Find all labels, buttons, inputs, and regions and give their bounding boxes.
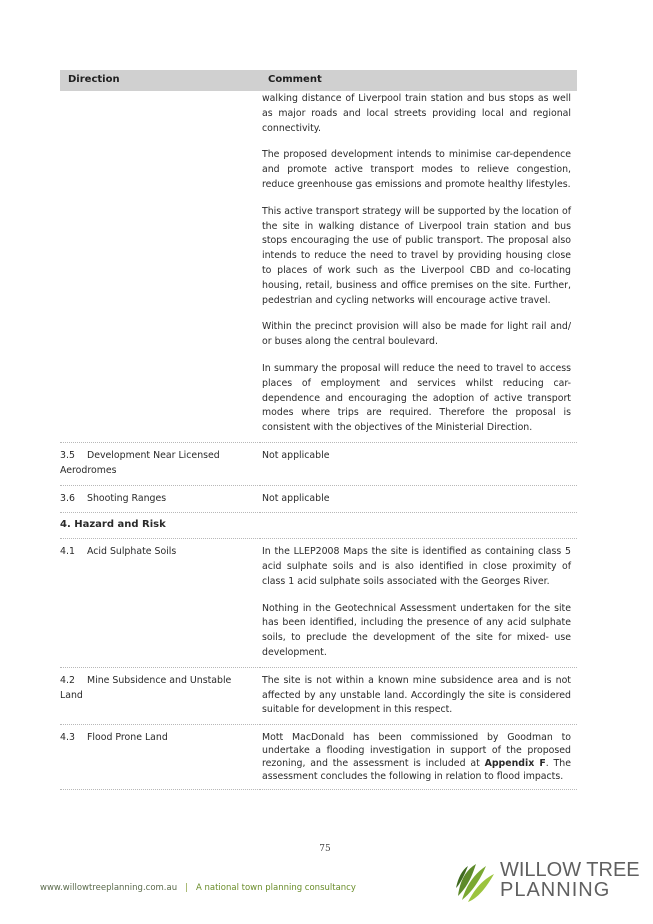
logo-line-2: PLANNING — [500, 879, 611, 901]
comment-paragraph: The proposed development intends to minimise car-dependence and promote active transport modes to relieve congestion, reduce greenhouse gas emissions and promote healthy lifestyles. — [262, 149, 571, 190]
direction-title: Flood Prone Land — [87, 732, 168, 744]
direction-number: 3.5 — [60, 449, 75, 461]
direction-cell — [60, 91, 260, 442]
direction-number: 3.6 — [60, 492, 75, 504]
comment-text: . The assessment concludes the following in relation to flood impacts. — [262, 758, 571, 783]
comment-cell — [260, 539, 577, 668]
comment-column-header: Comment — [260, 70, 577, 91]
table-row — [60, 667, 577, 724]
direction-cell — [60, 485, 260, 513]
page-number: 75 — [319, 844, 331, 854]
direction-title: Acid Sulphate Soils — [87, 546, 177, 558]
comment-paragraph: In the LLEP2008 Maps the site is identified as containing class 5 acid sulphate soils and is also identified in close proximity of class 1 acid sulphate soils associated with the Georges River. — [262, 546, 571, 587]
table-row — [60, 442, 577, 485]
table-header-row — [60, 70, 577, 91]
direction-number: 4.1 — [60, 546, 75, 558]
willow-leaf-icon — [452, 858, 500, 906]
footer-tagline: A national town planning consultancy — [195, 883, 356, 893]
direction-cell — [60, 725, 260, 790]
footer — [40, 883, 356, 893]
direction-column-header: Direction — [60, 70, 260, 91]
comment-paragraph: walking distance of Liverpool train station and bus stops as well as major roads and local streets providing local and regional connectivity. — [262, 93, 571, 134]
comment-text: Mott MacDonald has been commissioned by Goodman to undertake a flooding investigation in support of the proposed rezoning, and the assessment is included at — [262, 732, 571, 770]
comment-paragraph: Within the precinct provision will also be made for light rail and/ or buses along the central boulevard. — [262, 321, 571, 348]
direction-title: Mine Subsidence and Unstable Land — [60, 674, 232, 701]
appendix-reference: Appendix F — [484, 758, 546, 770]
comment-paragraph: In summary the proposal will reduce the need to travel to access places of employment and services whilst reducing car-dependence and encouraging the adoption of active transport modes where trips are required. Therefore the proposal is consistent with the objectives of the Ministerial Direction. — [262, 362, 571, 434]
direction-cell — [60, 539, 260, 668]
logo-wordmark — [500, 860, 640, 900]
comment-cell — [260, 725, 577, 790]
direction-number: 4.3 — [60, 732, 75, 744]
comment-cell: Not applicable — [260, 442, 577, 485]
comment-paragraph: Nothing in the Geotechnical Assessment undertaken for the site has been identified, including the presence of any acid sulphate soils, to preclude the development of the site for mixed- use development. — [262, 602, 571, 658]
comment-cell — [260, 91, 577, 442]
section-heading-row — [60, 513, 577, 539]
footer-separator: | — [185, 883, 188, 893]
direction-title: Development Near Licensed Aerodromes — [60, 449, 220, 476]
footer-website-link[interactable]: www.willowtreeplanning.com.au — [40, 883, 178, 893]
table-row — [60, 539, 577, 668]
comment-cell: The site is not within a known mine subsidence area and is not affected by any unstable land. Accordingly the site is considered suitable for development in this respect. — [260, 667, 577, 724]
comment-paragraph: This active transport strategy will be supported by the location of the site in walking distance of Liverpool train station and bus stops encouraging the use of public transport. The proposal also intends to reduce the need to travel by providing housing close to places of work such as the Liverpool CBD and co-locating housing, retail, business and office premises on the site. Further, pedestrian and cycling networks will encourage active travel. — [262, 205, 571, 306]
table-row — [60, 485, 577, 513]
direction-title: Shooting Ranges — [87, 492, 167, 504]
logo-line-1: WILLOW TREE — [500, 859, 640, 881]
directions-table — [60, 70, 577, 790]
comment-cell: Not applicable — [260, 485, 577, 513]
direction-cell — [60, 667, 260, 724]
direction-cell — [60, 442, 260, 485]
company-logo — [452, 858, 640, 906]
section-heading: 4. Hazard and Risk — [60, 513, 577, 539]
table-row — [60, 91, 577, 442]
table-row — [60, 725, 577, 790]
direction-number: 4.2 — [60, 674, 75, 686]
